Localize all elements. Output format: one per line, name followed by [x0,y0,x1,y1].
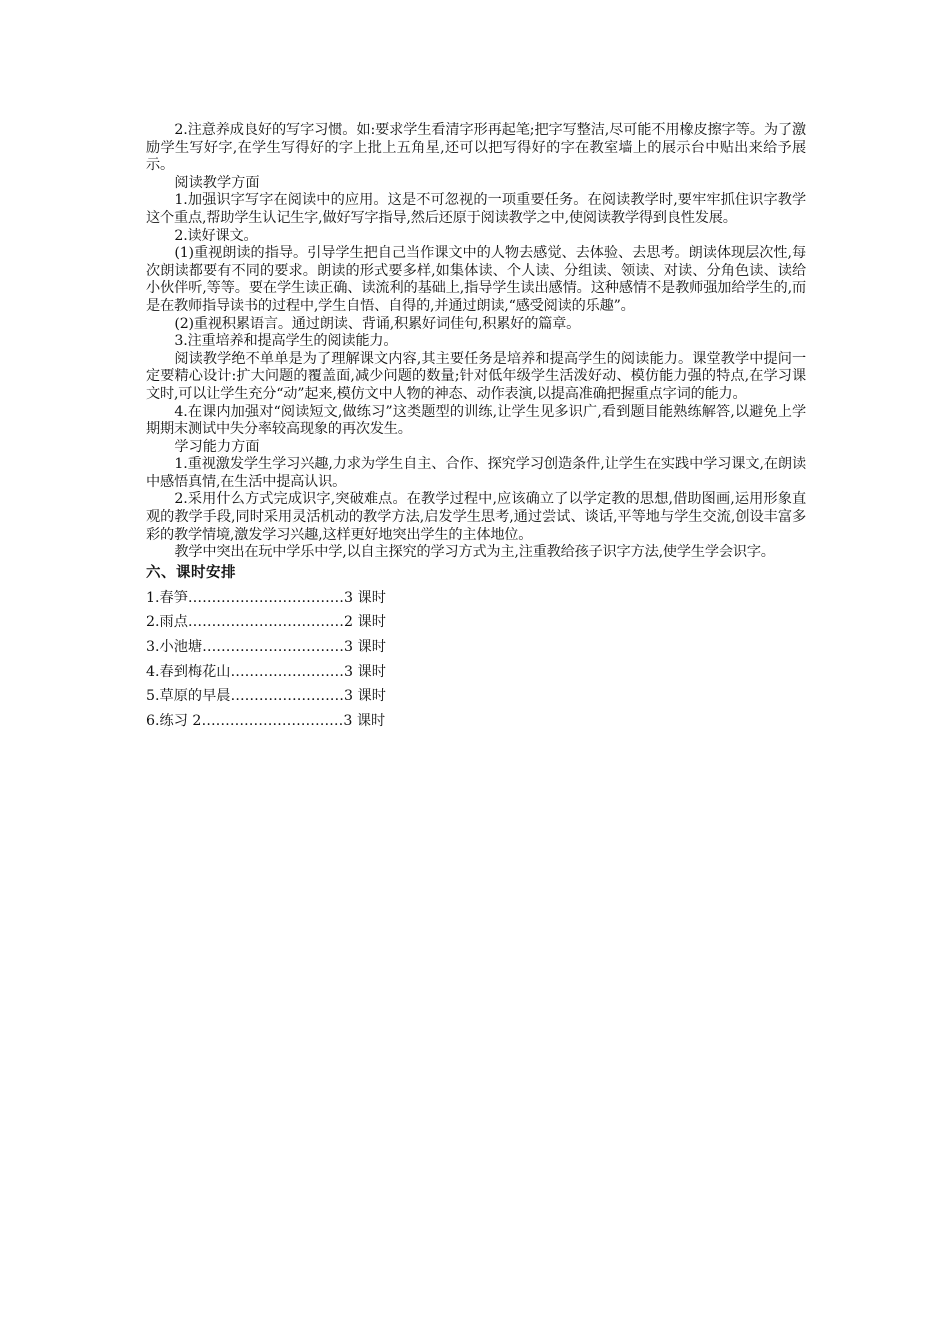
subheading-reading-teaching: 阅读教学方面 [174,174,260,191]
section-title-schedule: 六、课时安排 [146,564,236,581]
paragraph-reading-2: 2.读好课文。 [174,227,258,244]
paragraph-reading-ability: 阅读教学绝不单单是为了理解课文内容,其主要任务是培养和提高学生的阅读能力。课堂教学中提问一定要精心设计:扩大问题的覆盖面,减少问题的数量;针对低年级学生活泼好动、模仿能力强的特点,在学习课文时,可以让学生充分“动”起来,模仿文中人物的神态、动作表演,以提高准确把握重点字词的能力。 [146,350,806,402]
schedule-item: 4.春到梅花山……………………3 课时 [146,663,386,680]
schedule-item: 3.小池塘…………………………3 课时 [146,639,386,656]
subheading-learning-ability: 学习能力方面 [174,438,260,455]
paragraph-accumulate-language: (2)重视积累语言。通过朗读、背诵,积累好词佳句,积累好的篇章。 [174,315,581,332]
schedule-item: 1.春笋……………………………3 课时 [146,589,386,606]
schedule-item: 2.雨点……………………………2 课时 [146,614,386,631]
paragraph-reading-4: 4.在课内加强对“阅读短文,做练习”这类题型的训练,让学生见多识广,看到题目能熟练解答,以避免上学期期末测试中失分率较高现象的再次发生。 [146,403,806,438]
schedule-list [146,586,806,734]
paragraph-reading-3: 3.注重培养和提高学生的阅读能力。 [174,333,398,350]
document-page [146,122,806,733]
paragraph-reading-1: 1.加强识字写字在阅读中的应用。这是不可忽视的一项重要任务。在阅读教学时,要牢牢抓住识字教学这个重点,帮助学生认记生字,做好写字指导,然后还原于阅读教学之中,使阅读教学得到良性发展。 [146,192,806,226]
paragraph-learning-1: 1.重视激发学生学习兴趣,力求为学生自主、合作、探究学习创造条件,让学生在实践中学习课文,在朗读中感悟真情,在生活中提高认识。 [146,456,806,490]
paragraph-writing-habits: 2.注意养成良好的写字习惯。如:要求学生看清字形再起笔;把字写整洁,尽可能不用橡皮擦字等。为了激励学生写好字,在学生写得好的字上批上五角星,还可以把写得好的字在教室墙上的展示台中贴出来给予展示。 [146,122,806,174]
schedule-item: 5.草原的早晨……………………3 课时 [146,688,386,705]
schedule-item: 6.练习 2…………………………3 课时 [146,712,386,729]
paragraph-reading-aloud: (1)重视朗读的指导。引导学生把自己当作课文中的人物去感觉、去体验、去思考。朗读体现层次性,每次朗读都要有不同的要求。朗读的形式要多样,如集体读、个人读、分组读、领读、对读、分角色读、读给小伙伴听,等等。要在学生读正确、读流利的基础上,指导学生读出感情。这种感情不是教师强加给学生的,而是在教师指导读书的过程中,学生自悟、自得的,并通过朗读,“感受阅读的乐趣”。 [146,245,806,314]
paragraph-teaching-summary: 教学中突出在玩中学乐中学,以自主探究的学习方式为主,注重教给孩子识字方法,使学生学会识字。 [174,544,775,561]
paragraph-learning-2: 2.采用什么方式完成识字,突破难点。在教学过程中,应该确立了以学定教的思想,借助图画,运用形象直观的教学手段,同时采用灵活机动的教学方法,启发学生思考,通过尝试、谈话,平等地与学生交流,创设丰富多彩的教学情境,激发学习兴趣,这样更好地突出学生的主体地位。 [146,491,806,543]
